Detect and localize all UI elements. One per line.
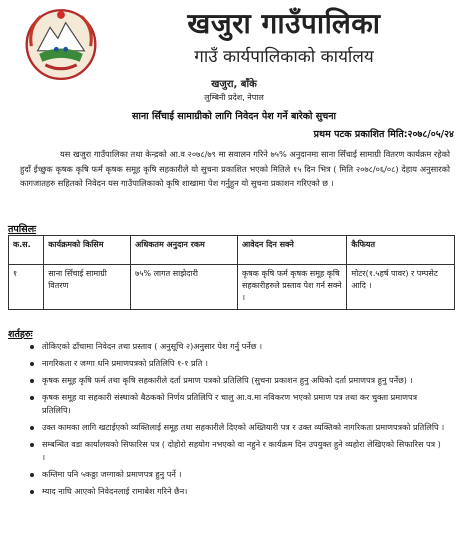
publish-date: प्रथम पटक प्रकाशित मिति:२०७८/०५/२४ [313,129,454,140]
col-header-eligible-applicants: आवेदन दिन सक्ने [238,236,347,265]
list-item [30,391,445,418]
condition-text: तोकिएको ढाँचामा निवेदन तथा प्रस्ताव ( अनुसूचि २)अनुसार पेश गर्नु पर्नेछ । [42,341,263,351]
list-item [30,340,445,354]
col-header-remarks: कैफियत [347,236,455,265]
cell-max-grant: ७५% लागत साझेदारी [131,265,238,310]
cell-remarks: मोटर(१.५हर्ष पावर) र पम्पसेट आदि । [347,265,455,310]
condition-text: कृषक समूह वा सहकारी संस्थाको बैठकको निर्णय प्रतिलिपि र चालु आ.व.मा नविकरण भएको प्रमाण पत्र तथा कर चुक्ता प्रमाणपत्र प्रतिलिपि। [42,391,418,416]
col-header-max-grant: अधिकतम अनुदान रकम [131,236,238,265]
table-header-row [9,236,455,265]
details-label: तपसिलः [8,224,37,235]
bullet-icon [30,396,34,400]
cell-eligible-applicants: कृषक कृषि फर्म कृषक समूह कृषि सहकारीहरुले प्रस्ताव पेश गर्न सक्ने । [238,265,347,310]
condition-text: कृषक समूह कृषि फर्म तथा कृषि सहकारीले दर्ता प्रमाण पत्रको प्रतिलिपि (सुचना प्रकाशन हुनु अघिको दर्ता प्रमाणपत्र हुनु पर्नेछ) । [42,374,413,385]
notice-title: साना सिँचाई सामाग्रीको लागि निवेदन पेश गर्ने बारेको सुचना [132,111,336,122]
condition-text: सम्बन्धित वडा कार्यालयको सिफारिस पत्र ( दोहोरो सहयोग नभएको वा नहुने र कार्यक्रम दिन उपयुक्त हुने व्यहोरा लेखिएको सिफारिस पत्र ) । [42,438,441,463]
list-item [30,485,445,499]
conditions-heading: शर्तहरुः [8,329,33,340]
list-item [30,374,445,388]
office-name: गाउँ कार्यपालिकाको कार्यालय [194,47,374,67]
bullet-icon [30,379,34,383]
bullet-icon [30,443,34,447]
list-item [30,438,445,465]
bullet-icon [30,490,34,494]
condition-text: उक्त कामका लागि खटाईएको व्यक्तिलाई समूह तथा सहकारीले दिएको अख्तियारी पत्र र उक्त व्यक्तिको नागरिकता प्रमाणपत्रको प्रतिलिपि । [42,422,445,433]
condition-text: नागरिकता र जग्गा धनि प्रमाणपत्रको प्रतिलिपि १-१ प्रति । [42,357,208,368]
address-line-2: लुम्बिनी प्रदेश, नेपाल [204,93,264,102]
list-item [30,468,445,482]
cell-program-type: साना सिँचाई सामाग्री वितरण [44,265,131,310]
bullet-icon [30,426,34,430]
notice-paragraph: यस खजुरा गाउँपालिका तथा केन्द्रको आ.व २०७८/७९ मा सवालन गरिने ७५% अनुदानमा साना सिँचाई सामाग्री वितरण कार्यक्रम रहेको हुदाँ ईच्छुक कृषक कृषि फर्म कृषक समूह कृषि सहकारीले यो सुचना प्रकाशित भएको मितिले १५ दिन भित्र ( मिति २०७८/०६/०८) देहाय अनुसारको कागजातहरु सहितको निवेदन यस गाउँपालिकाको कृषि शाखामा पेश गर्नुहुन यो सुचना प्रकाशन गरिएको छ । [20,149,450,188]
bullet-icon [30,345,34,349]
org-name: खजुरा गाउँपालिका [187,7,381,40]
bullet-icon [30,362,34,366]
list-item [30,357,445,371]
conditions-list [30,340,445,502]
col-header-serial: क.स. [9,236,44,265]
list-item [30,421,445,435]
address-line-1: खजुरा, बाँके [211,79,257,90]
condition-text: म्याद नाघि आएको निवेदनलाई रामाबेश गरिने छैन। [42,486,188,497]
cell-serial: १ [9,265,44,310]
condition-text: कम्तिमा पनि ५कठ्ठा जग्गाको प्रमाणपत्र हुनु पर्ने । [42,469,182,480]
nepal-emblem-icon [22,4,100,82]
bullet-icon [30,473,34,477]
col-header-program-type: कार्यक्रमको किसिम [44,236,131,265]
program-table [8,235,455,310]
table-row [9,265,455,310]
